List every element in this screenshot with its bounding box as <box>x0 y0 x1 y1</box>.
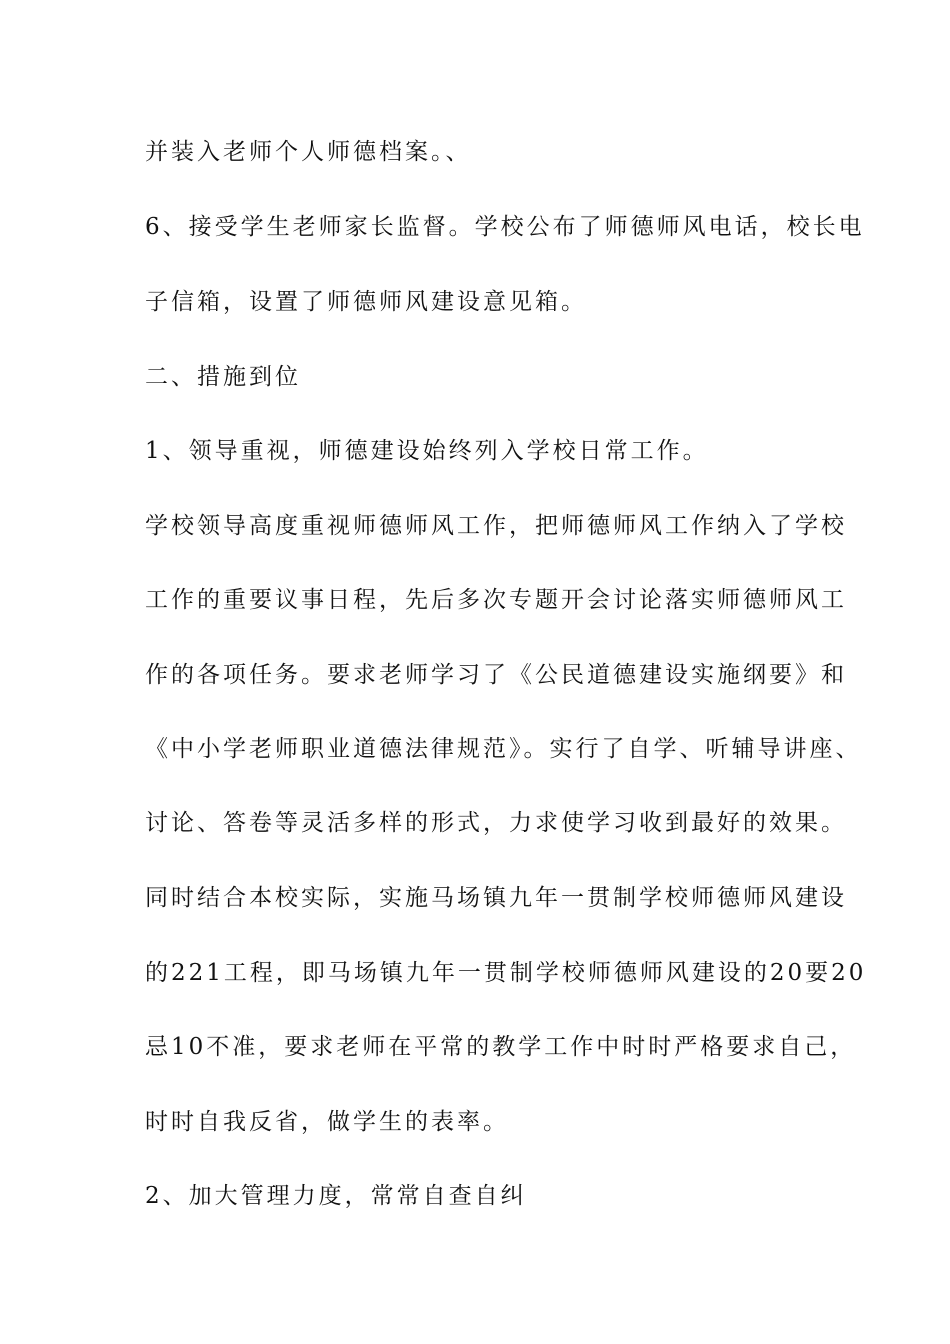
text-line: 工作的重要议事日程，先后多次专题开会讨论落实师德师风工 <box>145 587 847 613</box>
text-line: 同时结合本校实际，实施马场镇九年一贯制学校师德师风建设 <box>145 885 847 911</box>
text-line: 并装入老师个人师德档案。、 <box>145 139 472 165</box>
text-line: 学校领导高度重视师德师风工作，把师德师风工作纳入了学校 <box>145 513 847 539</box>
text-line: 时时自我反省，做学生的表率。 <box>145 1109 509 1135</box>
text-line: 子信箱，设置了师德师风建设意见箱。 <box>145 289 587 315</box>
subsection-heading: 2、加大管理力度，常常自查自纠 <box>145 1183 527 1209</box>
text-line: 忌10不准，要求老师在平常的教学工作中时时严格要求自己， <box>145 1034 857 1060</box>
section-heading: 二、措施到位 <box>145 364 301 390</box>
text-line: 《中小学老师职业道德法律规范》。实行了自学、听辅导讲座、 <box>145 736 862 762</box>
text-line: 6、接受学生老师家长监督。学校公布了师德师风电话，校长电 <box>145 214 865 240</box>
subsection-heading: 1、领导重视，师德建设始终列入学校日常工作。 <box>145 438 709 464</box>
text-line: 作的各项任务。要求老师学习了《公民道德建设实施纲要》和 <box>145 662 847 688</box>
text-line: 的221工程，即马场镇九年一贯制学校师德师风建设的20要20 <box>145 960 867 986</box>
text-line: 讨论、答卷等灵活多样的形式，力求使学习收到最好的效果。 <box>145 810 847 836</box>
